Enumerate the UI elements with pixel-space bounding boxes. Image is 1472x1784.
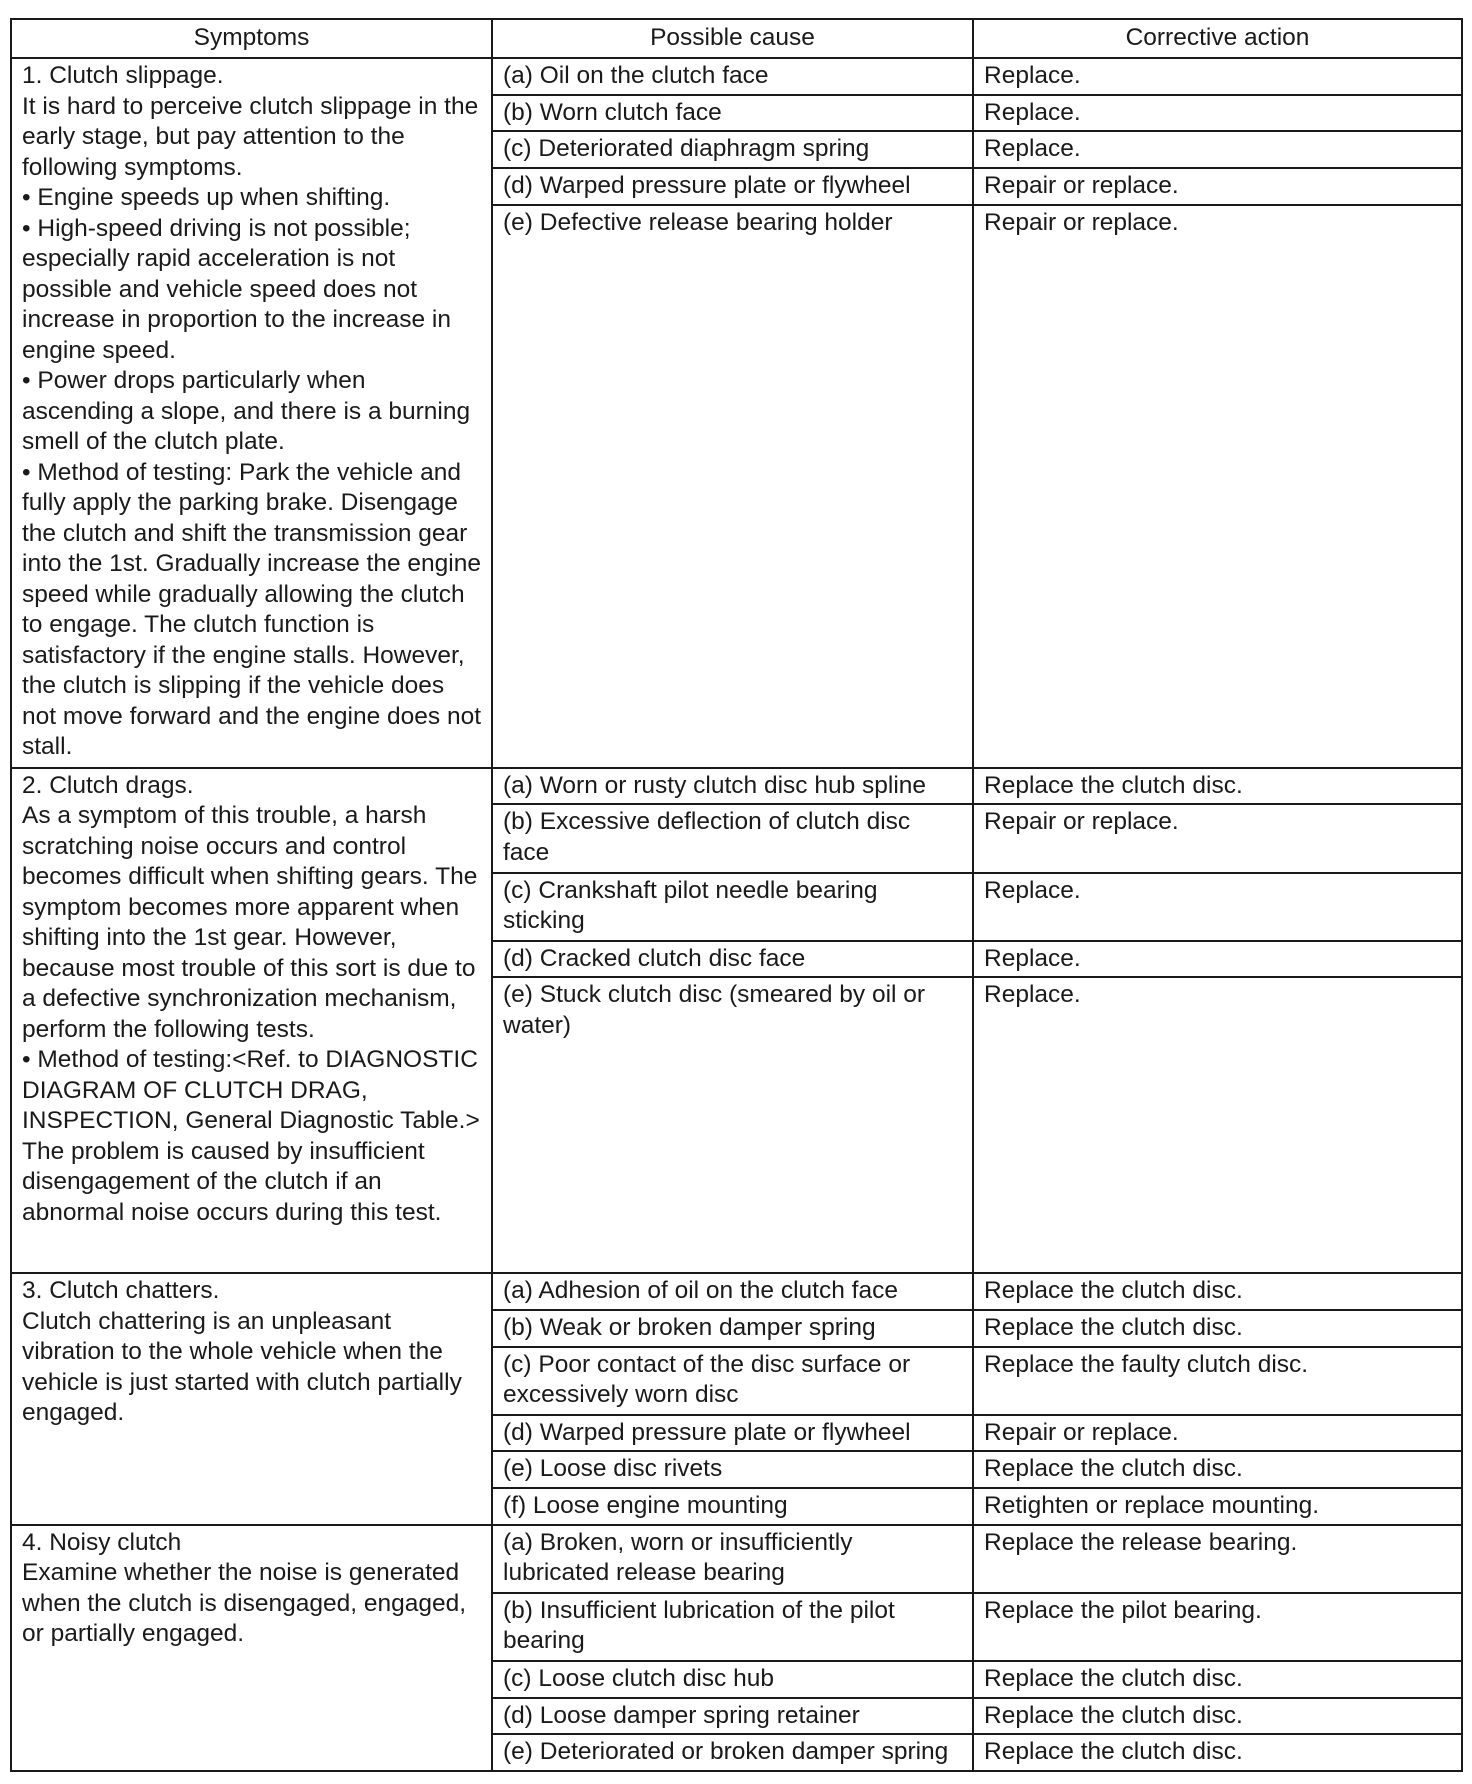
- symptom-text: • Power drops particularly when ascending a slope, and there is a burning smell of the clutch plate.: [22, 367, 471, 455]
- symptom-cell-clutch-chatters: [11, 1273, 492, 1524]
- symptom-text: • Method of testing:<Ref. to DIAGNOSTIC DIAGRAM OF CLUTCH DRAG, INSPECTION, General Diagnostic Table.>: [22, 1046, 480, 1135]
- action-cell: Repair or replace.: [973, 1415, 1462, 1452]
- cause-cell: (c) Loose clutch disc hub: [492, 1661, 973, 1698]
- symptom-text: • Engine speeds up when shifting.: [22, 184, 391, 211]
- action-cell: Replace the clutch disc.: [973, 1661, 1462, 1698]
- cause-cell: (a) Adhesion of oil on the clutch face: [492, 1273, 973, 1310]
- cause-cell: (b) Worn clutch face: [492, 95, 973, 132]
- cause-cell: (d) Warped pressure plate or flywheel: [492, 168, 973, 205]
- action-cell: Replace.: [973, 58, 1462, 95]
- action-cell: Replace the clutch disc.: [973, 1698, 1462, 1735]
- table-row: [11, 768, 1462, 805]
- symptom-cell-noisy-clutch: [11, 1525, 492, 1771]
- table-row: [11, 1273, 1462, 1310]
- action-cell: Replace the clutch disc.: [973, 1273, 1462, 1310]
- symptom-cell-clutch-slippage: [11, 58, 492, 768]
- cause-cell: (a) Broken, worn or insufficiently lubricated release bearing: [492, 1525, 973, 1593]
- action-cell: Replace the faulty clutch disc.: [973, 1347, 1462, 1415]
- action-cell: Repair or replace.: [973, 205, 1462, 768]
- symptom-text: As a symptom of this trouble, a harsh scratching noise occurs and control becomes difficult when shifting gears. The symptom becomes more apparent when shifting into the 1st gear. However, because most trouble of this sort is due to a defective synchronization mechanism, perform the following tests.: [22, 802, 478, 1043]
- action-cell: Replace the clutch disc.: [973, 768, 1462, 805]
- action-cell: Replace.: [973, 873, 1462, 941]
- symptom-text: It is hard to perceive clutch slippage in the early stage, but pay attention to the following symptoms.: [22, 92, 479, 181]
- symptom-text: • Method of testing: Park the vehicle and fully apply the parking brake. Disengage the clutch and shift the transmission gear into the 1st. Gradually increase the engine speed while gradually allowing the clutch to engage. The clutch function is satisfactory if the engine stalls. However, the clutch is slipping if the vehicle does not move forward and the engine does not stall.: [22, 458, 482, 760]
- header-possible-cause: Possible cause: [492, 19, 973, 58]
- cause-cell: (c) Deteriorated diaphragm spring: [492, 131, 973, 168]
- cause-cell: (c) Poor contact of the disc surface or excessively worn disc: [492, 1347, 973, 1415]
- action-cell: Replace.: [973, 95, 1462, 132]
- action-cell: Repair or replace.: [973, 168, 1462, 205]
- symptom-title: 2. Clutch drags.: [22, 771, 194, 799]
- cause-cell: (c) Crankshaft pilot needle bearing sticking: [492, 873, 973, 941]
- table-row: [11, 58, 1462, 95]
- symptom-title: 1. Clutch slippage.: [22, 62, 224, 89]
- action-cell: Replace the release bearing.: [973, 1525, 1462, 1593]
- header-corrective-action: Corrective action: [973, 19, 1462, 58]
- action-cell: Replace the clutch disc.: [973, 1310, 1462, 1347]
- action-cell: Repair or replace.: [973, 804, 1462, 872]
- table-row: [11, 1525, 1462, 1593]
- symptom-title: 4. Noisy clutch: [22, 1528, 182, 1556]
- cause-cell: (e) Defective release bearing holder: [492, 205, 973, 768]
- cause-cell: (b) Weak or broken damper spring: [492, 1310, 973, 1347]
- symptom-text: Examine whether the noise is generated when the clutch is disengaged, engaged, or partially engaged.: [22, 1559, 467, 1648]
- symptom-cell-clutch-drags: [11, 768, 492, 1274]
- symptom-text: The problem is caused by insufficient disengagement of the clutch if an abnormal noise occurs during this test.: [22, 1137, 442, 1226]
- symptom-title: 3. Clutch chatters.: [22, 1277, 220, 1305]
- action-cell: Retighten or replace mounting.: [973, 1488, 1462, 1525]
- cause-cell: (b) Excessive deflection of clutch disc face: [492, 804, 973, 872]
- cause-cell: (e) Stuck clutch disc (smeared by oil or water): [492, 977, 973, 1273]
- action-cell: Replace the clutch disc.: [973, 1451, 1462, 1488]
- document-page: [10, 18, 1461, 1772]
- symptom-text: Clutch chattering is an unpleasant vibration to the whole vehicle when the vehicle is just started with clutch partially engaged.: [22, 1307, 462, 1427]
- cause-cell: (e) Deteriorated or broken damper spring: [492, 1734, 973, 1771]
- action-cell: Replace the clutch disc.: [973, 1734, 1462, 1771]
- cause-cell: (f) Loose engine mounting: [492, 1488, 973, 1525]
- header-symptoms: Symptoms: [11, 19, 492, 58]
- cause-cell: (a) Worn or rusty clutch disc hub spline: [492, 768, 973, 805]
- cause-cell: (d) Cracked clutch disc face: [492, 941, 973, 978]
- cause-cell: (d) Warped pressure plate or flywheel: [492, 1415, 973, 1452]
- action-cell: Replace the pilot bearing.: [973, 1593, 1462, 1661]
- troubleshooting-table: [10, 18, 1463, 1772]
- action-cell: Replace.: [973, 131, 1462, 168]
- symptom-text: • High-speed driving is not possible; especially rapid acceleration is not possible and vehicle speed does not increase in proportion to the increase in engine speed.: [22, 214, 452, 364]
- cause-cell: (a) Oil on the clutch face: [492, 58, 973, 95]
- cause-cell: (b) Insufficient lubrication of the pilot bearing: [492, 1593, 973, 1661]
- cause-cell: (e) Loose disc rivets: [492, 1451, 973, 1488]
- action-cell: Replace.: [973, 977, 1462, 1273]
- cause-cell: (d) Loose damper spring retainer: [492, 1698, 973, 1735]
- header-row: [11, 19, 1462, 58]
- action-cell: Replace.: [973, 941, 1462, 978]
